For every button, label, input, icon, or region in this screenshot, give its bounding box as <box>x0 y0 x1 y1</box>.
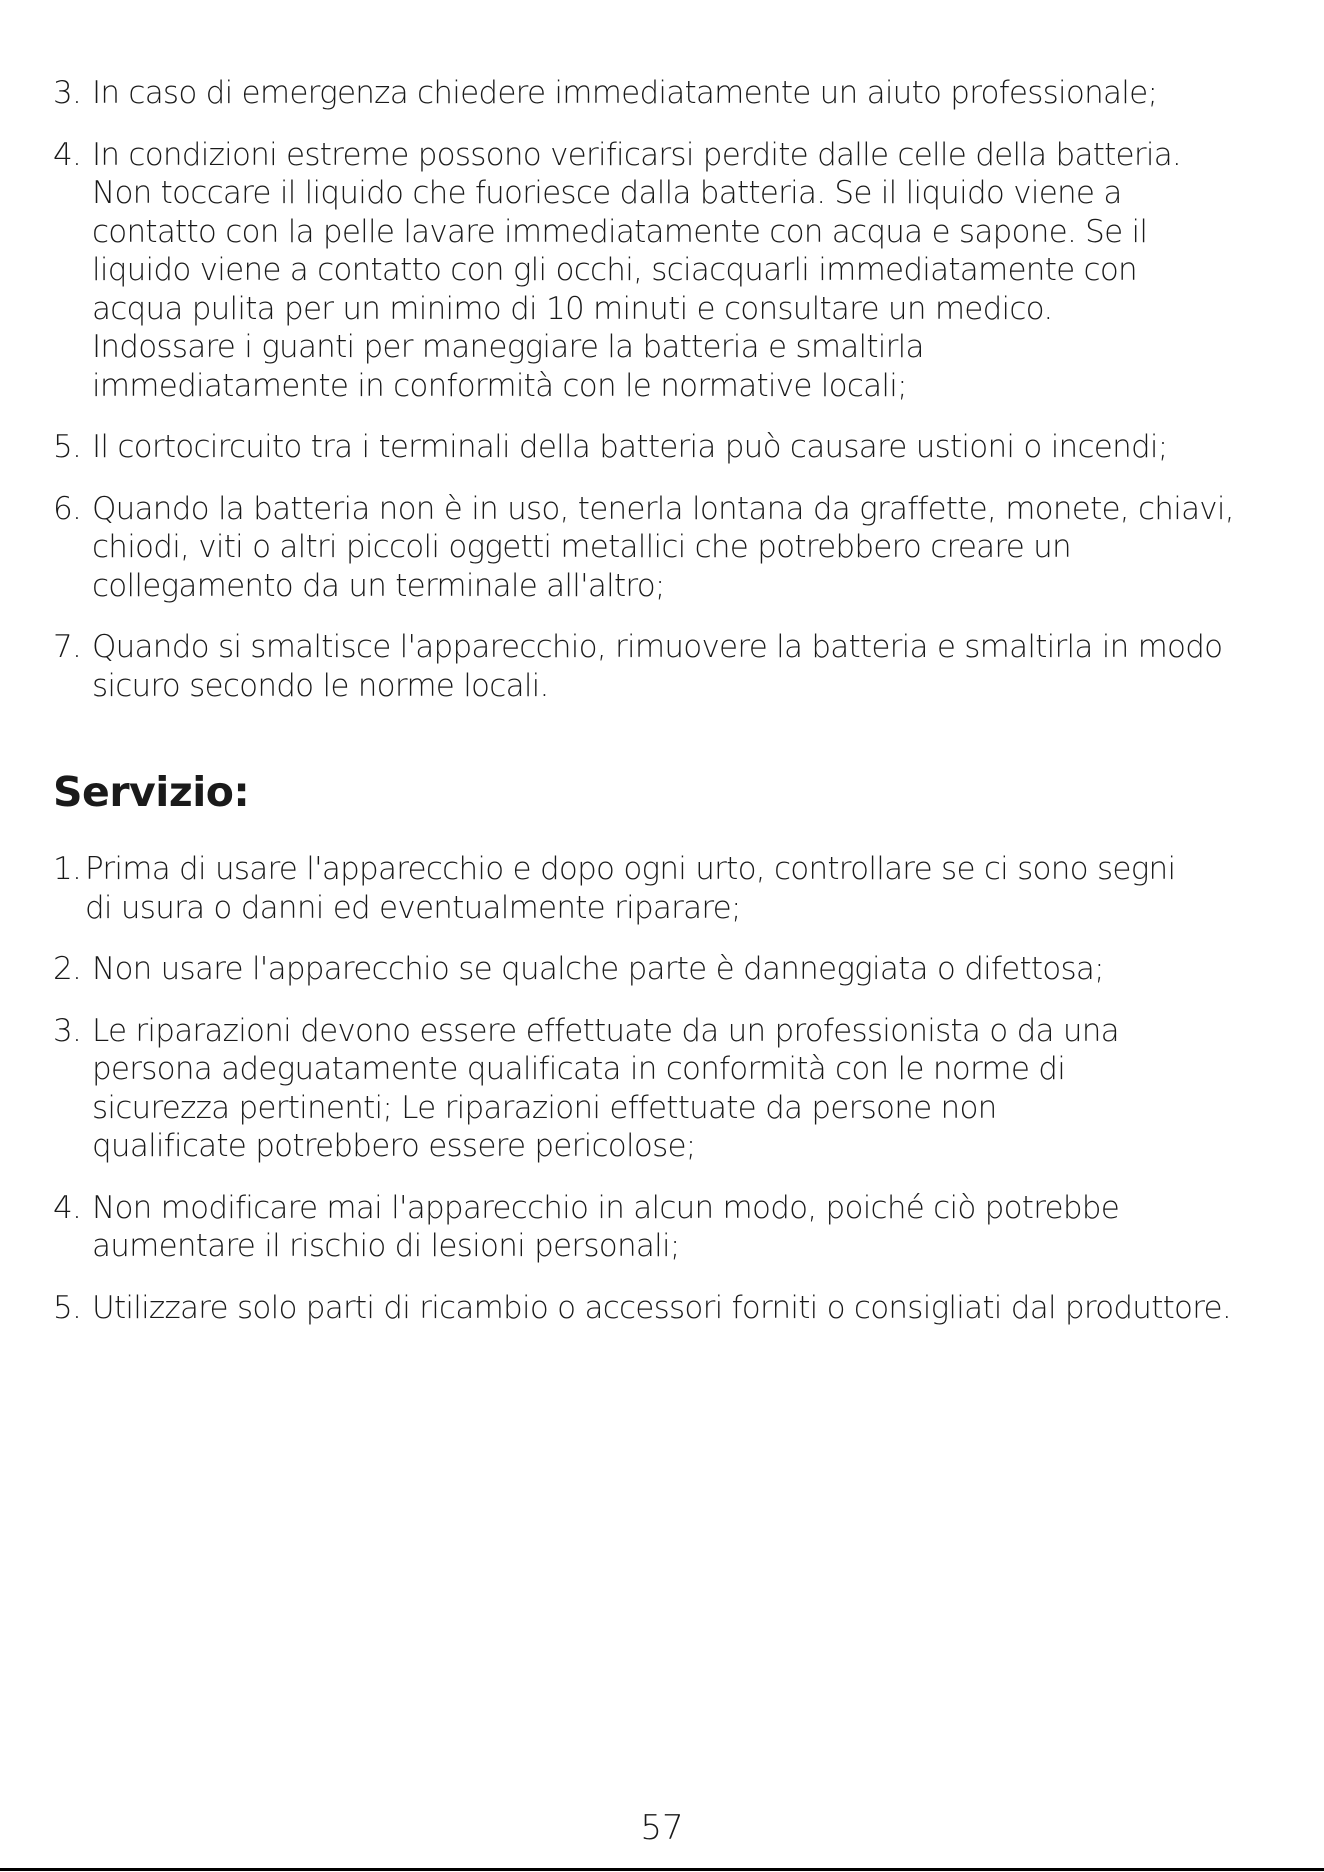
list-item <box>53 1189 1303 1266</box>
list-item-number: 5. <box>53 1289 82 1326</box>
section-heading-service: Servizio: <box>53 768 250 816</box>
bottom-rule <box>0 1868 1324 1871</box>
list-item-text: In condizioni estreme possono verificarsi perdite dalle celle della batteria. Non toccare il liquido che fuoriesce dalla batteria. Se il liquido viene a contatto con la pelle lavare immediatamente con acqua e sapone. Se il liquido viene a contatto con gli occhi, sciacquarli immediatamente con acqua pulita per un minimo di 10 minuti e consultare un medico. Indossare i guanti per maneggiare la batteria e smaltirla immediatamente in conformità con le normative locali; <box>92 136 1182 404</box>
list-item <box>53 1012 1303 1166</box>
list-item-number: 4. <box>53 1189 82 1226</box>
list-item-text: Utilizzare solo parti di ricambio o accessori forniti o consigliati dal produttore. <box>92 1289 1231 1326</box>
list-item-number: 7. <box>53 629 82 665</box>
battery-safety-list <box>53 74 1303 705</box>
list-item-number: 4. <box>53 136 82 173</box>
list-item-text: Prima di usare l'apparecchio e dopo ogni urto, controllare se ci sono segni di usura o danni ed eventualmente riparare; <box>85 851 1176 926</box>
list-item-text: Le riparazioni devono essere effettuate da un professionista o da una persona adeguatamente qualificata in conformità con le norme di sicurezza pertinenti; Le riparazioni effettuate da persone non qualificate potrebbero essere pericolose; <box>92 1012 1119 1164</box>
list-item-text: Quando la batteria non è in uso, tenerla lontana da graffette, monete, chiavi, chiodi, viti o altri piccoli oggetti metallici che potrebbero creare un collegamento da un terminale all'altro; <box>92 490 1234 604</box>
list-item <box>53 136 1303 406</box>
list-item-number: 6. <box>53 490 82 527</box>
list-item-text: Quando si smaltisce l'apparecchio, rimuovere la batteria e smaltirla in modo sicuro secondo le norme locali. <box>92 629 1223 704</box>
list-item <box>53 950 1303 989</box>
list-item-number: 3. <box>53 1012 82 1049</box>
list-item <box>53 74 1303 113</box>
list-item-number: 1. <box>53 851 82 887</box>
list-item-number: 5. <box>53 429 82 465</box>
list-item-text: Non usare l'apparecchio se qualche parte è danneggiata o difettosa; <box>92 951 1104 987</box>
list-item <box>53 428 1303 467</box>
list-item <box>53 1289 1303 1328</box>
list-item <box>53 850 1303 927</box>
page-content <box>53 74 1303 1350</box>
list-item <box>53 490 1303 606</box>
list-item-number: 3. <box>53 75 82 111</box>
list-item-text: Non modificare mai l'apparecchio in alcun modo, poiché ciò potrebbe aumentare il rischio di lesioni personali; <box>92 1189 1120 1264</box>
list-item <box>53 628 1303 705</box>
list-item-number: 2. <box>53 951 82 987</box>
list-item-text: In caso di emergenza chiedere immediatamente un aiuto professionale; <box>92 75 1158 111</box>
list-item-text: Il cortocircuito tra i terminali della batteria può causare ustioni o incendi; <box>92 429 1168 465</box>
service-list <box>53 850 1303 1327</box>
page-number: 57 <box>640 1808 684 1848</box>
